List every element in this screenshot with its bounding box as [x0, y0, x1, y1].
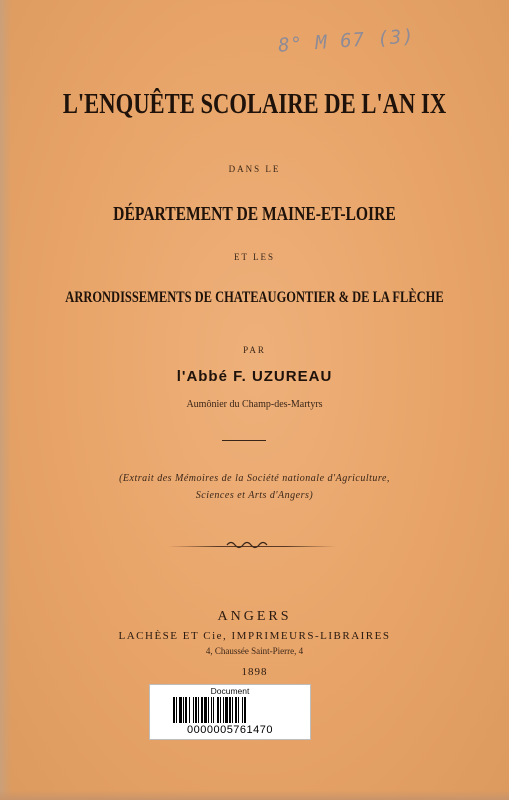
label-heading: Document: [210, 686, 250, 696]
page-shadow-bottom: [0, 790, 509, 800]
imprint-publisher: LACHÈSE ET Cie, IMPRIMEURS-LIBRAIRES: [118, 630, 391, 642]
divider-short: [222, 440, 266, 441]
barcode-number: 0000005761470: [186, 724, 274, 736]
subtitle-et-les: ET LES: [233, 252, 276, 262]
extract-note-line2: Sciences et Arts d'Angers): [195, 490, 314, 501]
imprint-city: ANGERS: [217, 609, 292, 624]
library-barcode-label: [149, 684, 311, 740]
arrondissements-heading: ARRONDISSEMENTS DE CHATEAUGONTIER & DE LA FLÈCHE: [65, 289, 444, 306]
main-title: L'ENQUÊTE SCOLAIRE DE L'AN IX: [62, 88, 447, 120]
author-name: l'Abbé F. UZUREAU: [176, 368, 333, 385]
department-heading: DÉPARTEMENT DE MAINE-ET-LOIRE: [113, 203, 396, 225]
author-role: Aumônier du Champ-des-Martyrs: [186, 399, 323, 410]
imprint-address: 4, Chaussée Saint-Pierre, 4: [205, 646, 304, 656]
shelfmark-handwritten: 8° M 67 (3): [277, 25, 416, 57]
imprint-year: 1898: [241, 666, 268, 678]
by-label: PAR: [243, 345, 266, 355]
ornament-squiggle-icon: [225, 539, 271, 551]
extract-note-line1: (Extrait des Mémoires de la Société nationale d'Agriculture,: [119, 473, 390, 484]
barcode-icon: [173, 697, 287, 723]
subtitle-dans-le: DANS LE: [228, 164, 281, 174]
